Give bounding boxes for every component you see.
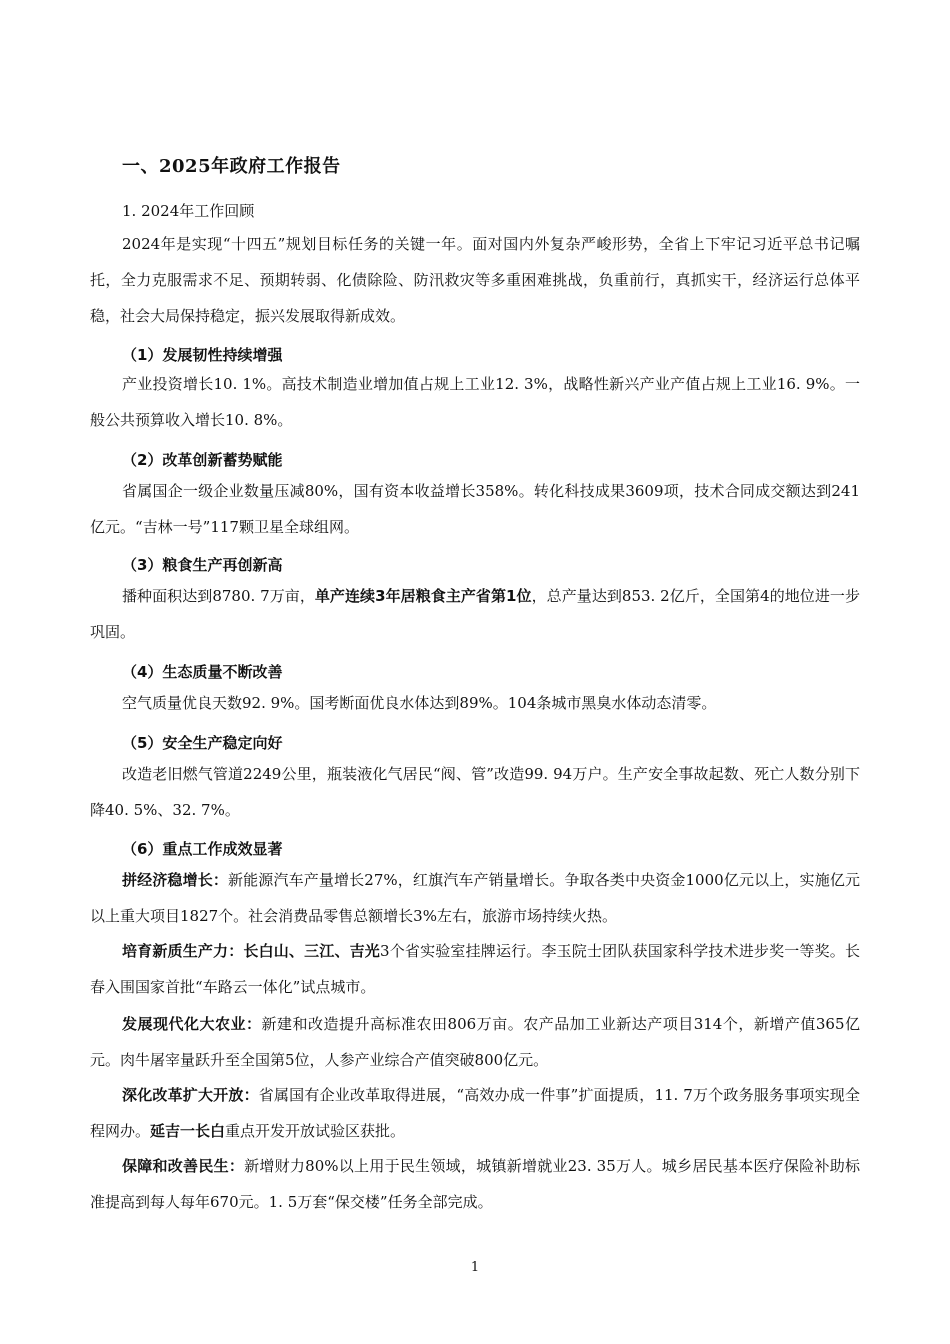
grain-text-a: 播种面积达到8780. 7万亩， (122, 587, 315, 605)
paragraph-reform: 省属国企一级企业数量压减80%，国有资本收益增长358%。转化科技成果3609项，技术合同成交额达到241亿元。“吉林一号”117颗卫星全球组网。 (90, 482, 860, 536)
paragraph-opening (90, 1077, 860, 1149)
paragraph-livelihood (90, 1148, 860, 1220)
livelihood-label: 保障和改善民生： (122, 1157, 245, 1175)
economy-label: 拼经济稳增长： (122, 871, 229, 889)
opening-text-a: 省属国有企业改革取得进展，“高效办成一件事”扩面提质，11. 7万个政务服务事项实现全程网办。 (90, 1086, 860, 1140)
subheading-ecology: （4）生态质量不断改善 (122, 663, 283, 681)
paragraph-resilience: 产业投资增长10. 1%。高技术制造业增加值占规上工业12. 3%，战略性新兴产业产值占规上工业16. 9%。一般公共预算收入增长10. 8%。 (90, 375, 860, 429)
section-heading-review: 1. 2024年工作回顾 (122, 202, 255, 220)
productivity-text: 3个省实验室挂牌运行。李玉院士团队获国家科学技术进步奖一等奖。长春入围国家首批“车路云一体化”试点城市。 (90, 942, 860, 996)
grain-text-c: ，总产量达到853. 2亿斤，全国第4的地位进一步巩固。 (90, 587, 860, 641)
opening-label: 深化改革扩大开放： (122, 1086, 259, 1104)
paragraph-safety: 改造老旧燃气管道2249公里，瓶装液化气居民“阀、管”改造99. 94万户。生产安全事故起数、死亡人数分别下降40. 5%、32. 7%。 (90, 765, 860, 819)
page-number: 1 (470, 1260, 480, 1275)
document-title: 一、2025年政府工作报告 (122, 156, 341, 177)
agriculture-text: 新建和改造提升高标准农田806万亩。农产品加工业新达产项目314个，新增产值365亿元。肉牛屠宰量跃升至全国第5位，人参产业综合产值突破800亿元。 (90, 1015, 860, 1069)
paragraph-economy (90, 862, 860, 934)
paragraph-grain (90, 578, 860, 650)
livelihood-text: 新增财力80%以上用于民生领域，城镇新增就业23. 35万人。城乡居民基本医疗保险补助标准提高到每人每年670元。1. 5万套“保交楼”任务全部完成。 (90, 1157, 860, 1211)
opening-zone: 延吉一长白 (150, 1122, 226, 1140)
subheading-grain: （3）粮食生产再创新高 (122, 556, 283, 574)
paragraph-productivity (90, 933, 860, 1005)
subheading-reform: （2）改革创新蓄势赋能 (122, 451, 283, 469)
subheading-resilience: （1）发展韧性持续增强 (122, 346, 283, 364)
intro-paragraph: 2024年是实现“十四五”规划目标任务的关键一年。面对国内外复杂严峻形势，全省上下牢记习近平总书记嘱托，全力克服需求不足、预期转弱、化债除险、防汛救灾等多重困难挑战，负重前行，真抓实干，经济运行总体平稳，社会大局保持稳定，振兴发展取得新成效。 (90, 235, 860, 325)
subheading-key-work: （6）重点工作成效显著 (122, 840, 283, 858)
agriculture-label: 发展现代化大农业： (122, 1015, 262, 1033)
paragraph-ecology: 空气质量优良天数92. 9%。国考断面优良水体达到89%。104条城市黑臭水体动态清零。 (122, 694, 717, 712)
opening-text-b: 重点开发开放试验区获批。 (225, 1122, 406, 1140)
productivity-label: 培育新质生产力： (122, 942, 244, 960)
economy-text: 新能源汽车产量增长27%，红旗汽车产销量增长。争取各类中央资金1000亿元以上，实施亿元以上重大项目1827个。社会消费品零售总额增长3%左右，旅游市场持续火热。 (90, 871, 860, 925)
grain-text-bold: 单产连续3年居粮食主产省第1位 (314, 587, 532, 605)
productivity-labs: 长白山、三江、吉光 (243, 942, 380, 960)
subheading-safety: （5）安全生产稳定向好 (122, 734, 283, 752)
paragraph-agriculture (90, 1006, 860, 1078)
